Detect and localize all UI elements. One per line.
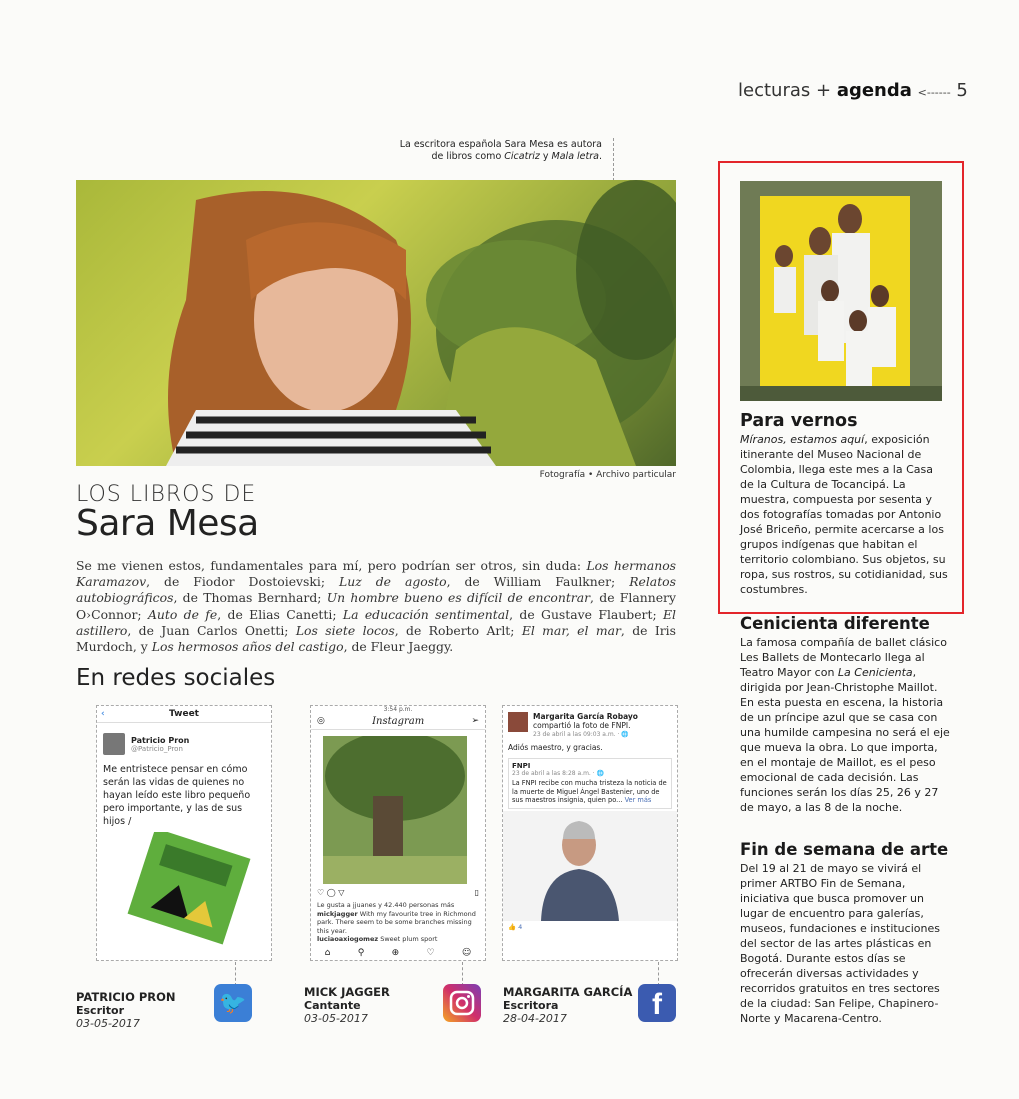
source-role: Escritor (76, 1004, 125, 1017)
caption-book-title: Cicatriz (504, 151, 540, 162)
facebook-action: compartió la foto de FNPI. (533, 721, 631, 730)
like-icon: 👍 (508, 922, 517, 931)
instagram-icon (443, 984, 481, 1022)
caption-text: de libros como (431, 151, 505, 162)
home-icon: ⌂ (324, 948, 331, 958)
shared-page-name: FNPI (512, 762, 531, 770)
connector-line (235, 962, 236, 986)
man-portrait-photo (503, 811, 677, 921)
source-date: 03-05-2017 (304, 1012, 368, 1025)
body-text: Se me vienen estos, fundamentales para mí, pero podrían ser otros, sin duda: (76, 558, 587, 573)
send-icon: ➢ (471, 716, 479, 726)
source-name: MICK JAGGER (304, 985, 390, 999)
reactions-count: 4 (518, 922, 523, 931)
photo-caption (330, 139, 602, 163)
status-time: 3:54 p.m. (383, 706, 413, 713)
instagram-tabbar (311, 948, 485, 958)
book-title: Relatos autobiográficos (76, 574, 676, 606)
body-text: , de Fiodor Dostoievski; (146, 574, 340, 590)
instagram-caption (317, 910, 479, 936)
tree-photo (311, 736, 485, 884)
section-text (740, 635, 950, 815)
tweet-user: Patricio Pron (131, 735, 190, 745)
source-credit (503, 985, 632, 1025)
page-header (738, 80, 968, 101)
caption-line-2 (330, 151, 602, 163)
back-icon: ‹ (101, 709, 105, 719)
page-number: 5 (956, 80, 968, 101)
tweet-author (97, 723, 271, 759)
book-title: Los hermosos años del castigo (151, 639, 344, 655)
connector-line (658, 962, 659, 986)
source-date: 28-04-2017 (503, 1012, 567, 1025)
facebook-post-text: Adiós maestro, y gracias. (508, 743, 603, 752)
caption-text: . (598, 151, 602, 162)
photo-credit: Fotografía • Archivo particular (539, 470, 676, 480)
add-icon: ⊕ (391, 948, 400, 958)
section-heading: Cenicienta diferente (740, 614, 930, 633)
book-title: Luz de agosto (339, 574, 447, 590)
indigenous-family-illustration (740, 181, 942, 401)
work-title: La Cenicienta (837, 666, 913, 679)
facebook-meta: 23 de abril a las 09:03 a.m. · 🌐 (533, 731, 629, 738)
body-text: , de William Faulkner; (446, 574, 630, 590)
source-name: MARGARITA GARCÍA (503, 985, 633, 999)
caption-text: With my favourite tree in Richmond park. There seem to be some branches missing this year. (317, 909, 476, 935)
shared-post-text: La FNPI recibe con mucha tristeza la noticia de la muerte de Miguel Ángel Bastenier, uno de sus maestros insignia, quien po... (512, 779, 667, 804)
book-title: Los hermanos Karamazov (76, 558, 677, 590)
section-text: Del 19 al 21 de mayo se vivirá el primer ARTBO Fin de Semana, iniciativa que busca promover un lugar de encuentro para galerías, museos, fundaciones e instituciones del sector de las artes plásticas en Bogotá. Durante estos días se ofrecerán diversas actividades y recorridos gratuitos en tres sectores de la ciudad: San Felipe, Chapinero-Norte y Macarena-Centro. (740, 862, 940, 1025)
instagram-screenshot (310, 705, 486, 961)
likes-count: Le gusta a jjuanes y 42.440 personas más (317, 901, 455, 909)
tweet-handle: @Patricio_Pron (131, 744, 183, 753)
body-text: , de Iris Murdoch, y (76, 622, 676, 655)
book-title: Auto de fe (147, 606, 218, 622)
shared-page-meta: 23 de abril a las 8:28 a.m. · 🌐 (512, 770, 605, 777)
reactions (503, 921, 677, 933)
tweet-text: Me entristece pensar en cómo serán las vidas de quienes no hayan leído este libro pequeño pero importante, y las de sus hijos / (103, 764, 251, 827)
tweet-header (97, 706, 271, 723)
caption-book-title: Mala letra (551, 151, 599, 162)
caption-text: y (539, 151, 552, 162)
article-title: Sara Mesa (76, 503, 259, 544)
source-name: PATRICIO PRON (76, 990, 176, 1004)
section-heading: Para vernos (740, 411, 858, 431)
section-name: lecturas (738, 80, 811, 101)
profile-icon: ☺ (461, 948, 472, 958)
book-title: Los siete locos (295, 622, 395, 638)
shared-post (508, 758, 672, 809)
tweet-header-title: Tweet (169, 709, 199, 719)
plus-sign: + (815, 80, 832, 101)
section-paragraph: , exposición itinerante del Museo Nacional de Colombia, llega este mes a la Casa de la Cultura de Tocancipá. La muestra, compuesta por sesenta y dos fotografías tomadas por Antonio José Briceño, permite acercarse a los grupos indígenas que habitan el territorio colombiano. Sus objetos, su ropa, sus rostros, su cotidianidad, sus costumbres. (740, 433, 948, 596)
facebook-user: Margarita García Robayo (533, 712, 638, 721)
section-name-bold: agenda (836, 80, 912, 101)
author-photo (76, 180, 676, 466)
social-section-title: En redes sociales (76, 665, 276, 691)
see-more-link[interactable]: Ver más (624, 796, 652, 804)
article-kicker: LOS LIBROS DE (76, 482, 257, 507)
facebook-icon: f (638, 984, 676, 1022)
book-cover-image (97, 832, 271, 952)
section-text (740, 432, 950, 597)
author-portrait-illustration (76, 180, 676, 466)
comment-user: luciaoaxiogomez (317, 935, 379, 943)
instagram-header (311, 713, 485, 730)
exhibition-photo (740, 181, 942, 401)
book-title: El mar, el mar (521, 622, 621, 638)
book-title: El astillero (76, 606, 676, 638)
source-credit (304, 985, 390, 1025)
source-date: 03-05-2017 (76, 1017, 140, 1030)
body-text: , de Elias Canetti; (217, 606, 343, 622)
search-icon: ⚲ (357, 948, 365, 958)
instagram-comment (317, 935, 479, 944)
facebook-post-header (503, 706, 677, 739)
section-paragraph: , dirigida por Jean-Christophe Maillot. En esta puesta en escena, la historia de un príncipe azul que se casa con una humilde campesina no será el eje que mueva la obra. Lo que importa, en el montaje de Maillot, es el peso emocional de cada decisión. Las funciones serán los días 25, 26 y 27 de mayo, a las 8 de la noche. (740, 666, 950, 814)
caption-line-1: La escritora española Sara Mesa es autora (399, 139, 602, 150)
caption-user: mickjagger (317, 909, 358, 918)
share-icon: ▽ (338, 888, 345, 897)
body-text: , de Thomas Bernhard; (173, 590, 327, 606)
body-text: , de Fleur Jaeggy. (343, 639, 454, 655)
heart-icon: ♡ (317, 888, 325, 897)
body-text: , de Gustave Flaubert; (509, 606, 663, 622)
activity-icon: ♡ (426, 948, 435, 958)
body-text: , de Juan Carlos Onetti; (127, 622, 296, 638)
tweet-screenshot (96, 705, 272, 961)
instagram-actions (311, 884, 485, 901)
book-title: La educación sentimental (342, 606, 510, 622)
body-text: , de Roberto Arlt; (394, 622, 522, 638)
twitter-icon: 🐦 (214, 984, 252, 1022)
connector-line (462, 962, 463, 986)
camera-icon: ◎ (317, 716, 325, 726)
facebook-screenshot (502, 705, 678, 961)
section-heading: Fin de semana de arte (740, 840, 949, 859)
source-credit (76, 990, 176, 1030)
comment-text: Sweet plum sport (380, 935, 438, 943)
source-role: Cantante (304, 999, 361, 1012)
instagram-logo-text: Instagram (372, 715, 425, 727)
avatar (508, 712, 528, 732)
avatar (103, 733, 125, 755)
comment-icon: ◯ (326, 888, 336, 897)
arrow-glyph: <------ (917, 86, 951, 99)
source-role: Escritora (503, 999, 559, 1012)
exhibition-title: Míranos, estamos aquí (740, 433, 865, 446)
book-title: Un hombre bueno es difícil de encontrar (326, 590, 591, 606)
body-text: , de Flannery O›Connor; (76, 590, 676, 622)
bookmark-icon: ▯ (474, 888, 479, 897)
section-paragraph: La famosa compañía de ballet clásico Les Ballets de Montecarlo llega al Teatro Mayor con (740, 636, 947, 679)
caption-pointer-line (613, 138, 614, 186)
article-body (76, 558, 676, 655)
